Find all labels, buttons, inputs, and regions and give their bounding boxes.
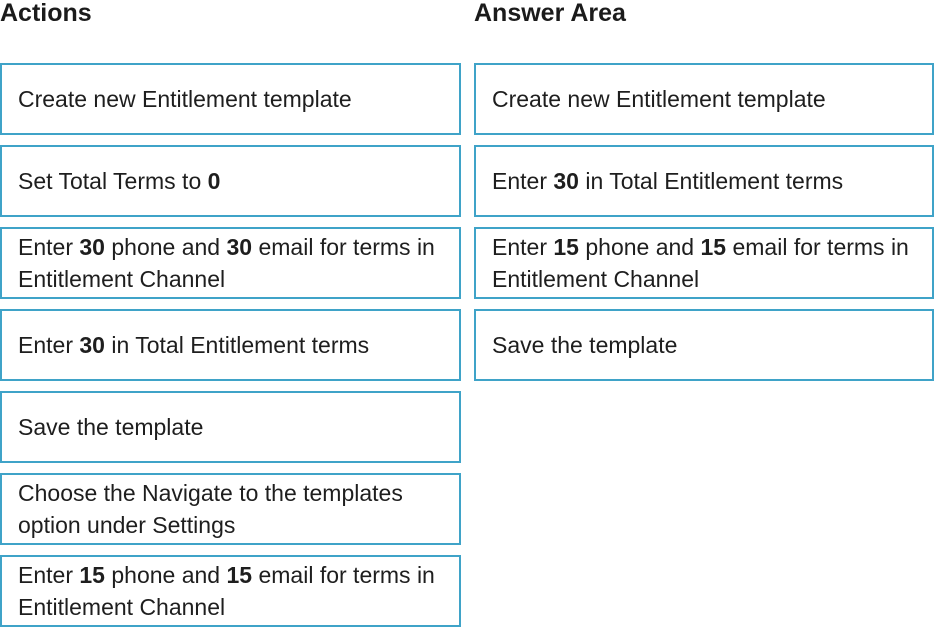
card-text-segment: email for terms in Entitlement Channel	[18, 234, 435, 292]
answer-card[interactable]	[474, 145, 934, 217]
card-text-segment: Create new Entitlement template	[492, 86, 826, 112]
card-text-segment: Set Total Terms to	[18, 168, 208, 194]
card-text-segment: Create new Entitlement template	[18, 86, 352, 112]
emphasized-number: 15	[700, 234, 727, 260]
action-card[interactable]	[0, 391, 461, 463]
emphasized-number: 30	[553, 168, 579, 194]
card-text-segment: Enter	[18, 332, 80, 358]
card-text-segment: email for terms in Entitlement Channel	[18, 562, 435, 620]
answer-card-text	[492, 165, 843, 197]
action-card-text	[18, 559, 445, 623]
emphasized-number: 15	[79, 562, 105, 588]
answer-card-text	[492, 329, 677, 361]
card-text-segment: Save the template	[18, 414, 204, 440]
action-card-text	[18, 165, 220, 197]
emphasized-number: 0	[207, 168, 221, 194]
answer-card[interactable]	[474, 63, 934, 135]
action-card-text	[18, 477, 445, 541]
card-text-segment: phone and	[104, 562, 227, 588]
card-text-segment: in Total Entitlement terms	[104, 332, 370, 358]
action-card-text	[18, 231, 445, 295]
card-text-segment: in Total Entitlement terms	[578, 168, 844, 194]
card-text-segment: Enter	[492, 234, 554, 260]
emphasized-number: 30	[226, 234, 253, 260]
emphasized-number: 15	[553, 234, 579, 260]
action-card[interactable]	[0, 145, 461, 217]
emphasized-number: 30	[79, 332, 105, 358]
actions-list	[0, 63, 461, 637]
action-card[interactable]	[0, 227, 461, 299]
card-text-segment: Enter	[18, 562, 80, 588]
answer-card[interactable]	[474, 309, 934, 381]
card-text-segment: Enter	[492, 168, 554, 194]
action-card-text	[18, 329, 369, 361]
answer-area-list	[474, 63, 935, 391]
emphasized-number: 15	[226, 562, 253, 588]
action-card[interactable]	[0, 309, 461, 381]
action-card[interactable]	[0, 63, 461, 135]
card-text-segment: Choose the Navigate to the templates option under Settings	[18, 480, 403, 538]
card-text-segment: Enter	[18, 234, 80, 260]
card-text-segment: phone and	[578, 234, 701, 260]
answer-card[interactable]	[474, 227, 934, 299]
action-card[interactable]	[0, 473, 461, 545]
action-card-text	[18, 411, 203, 443]
emphasized-number: 30	[79, 234, 105, 260]
answer-card-text	[492, 83, 826, 115]
answer-card-text	[492, 231, 918, 295]
card-text-segment: Save the template	[492, 332, 678, 358]
answer-area-heading: Answer Area	[474, 0, 626, 27]
card-text-segment: email for terms in Entitlement Channel	[492, 234, 909, 292]
action-card-text	[18, 83, 352, 115]
action-card[interactable]	[0, 555, 461, 627]
actions-heading: Actions	[0, 0, 92, 27]
card-text-segment: phone and	[104, 234, 227, 260]
